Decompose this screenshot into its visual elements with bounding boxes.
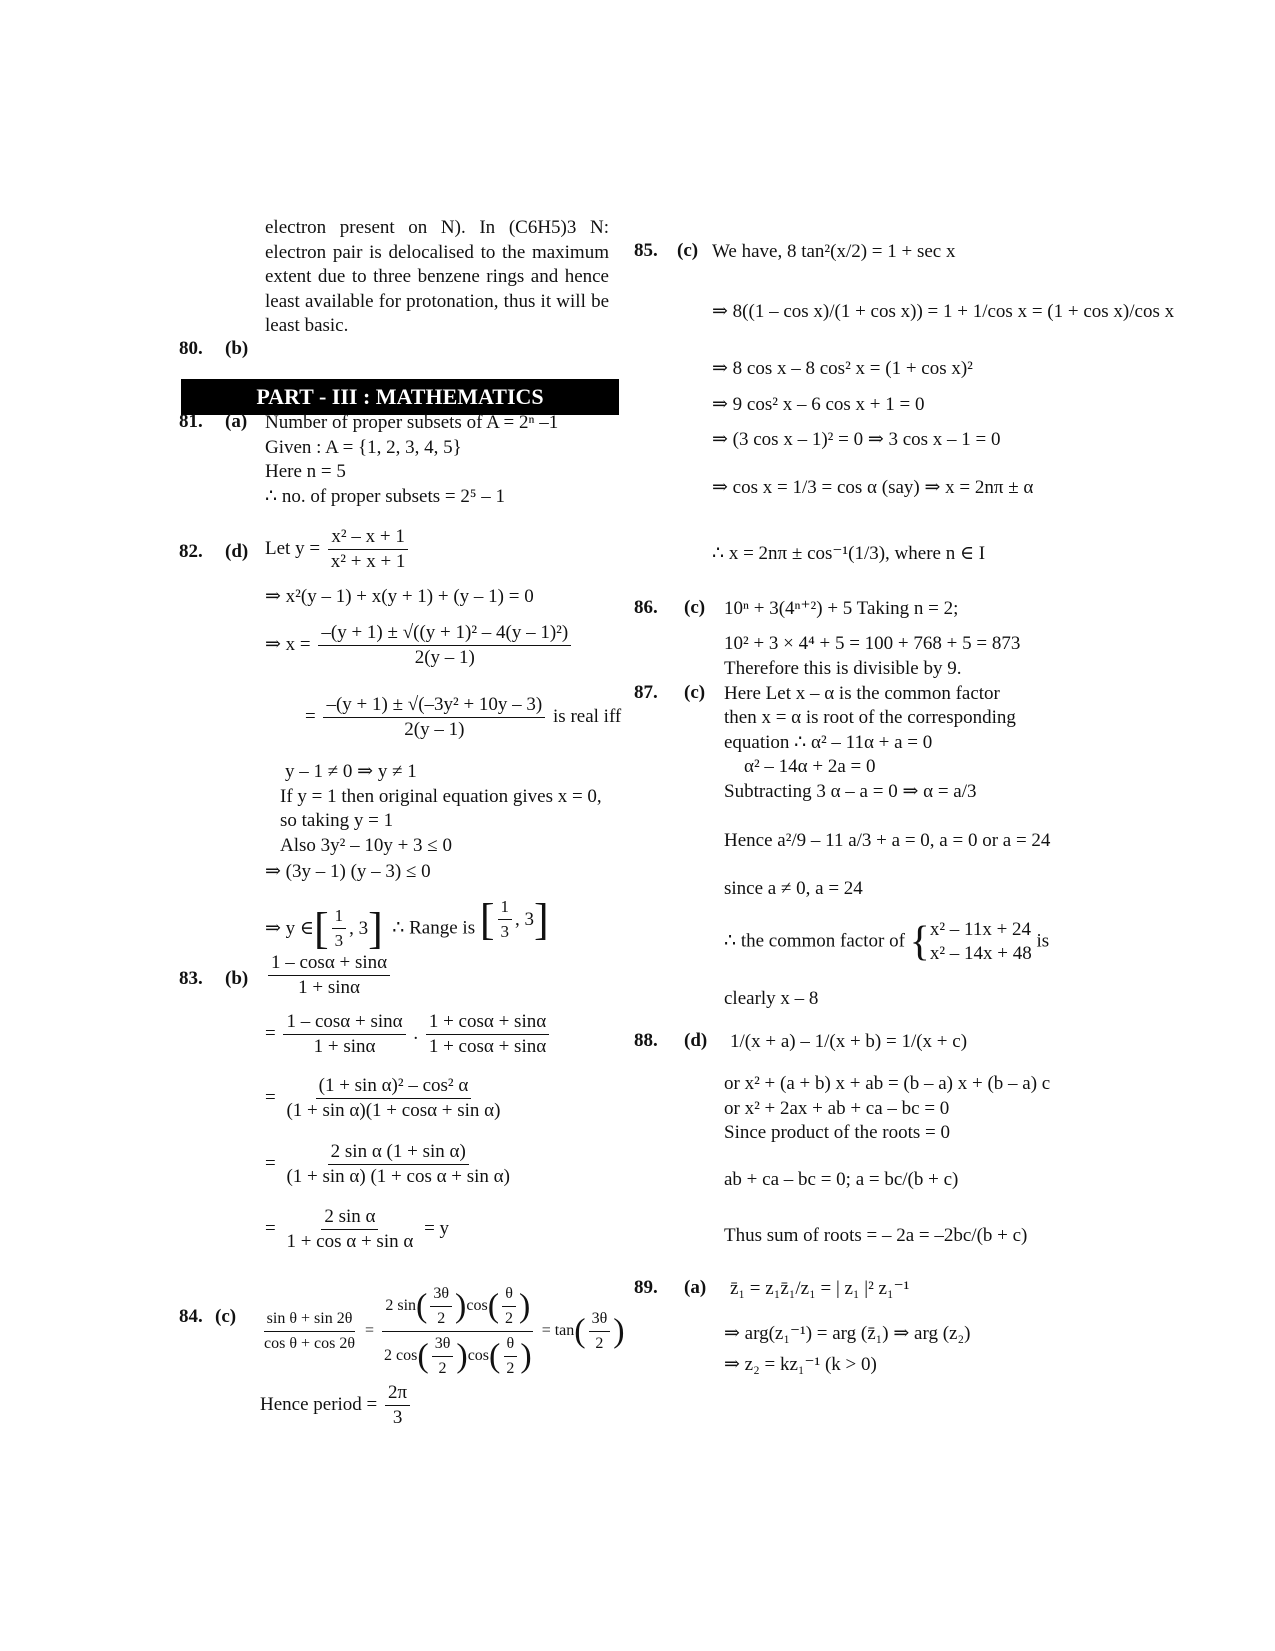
q86-line: 10² + 3 × 4⁴ + 5 = 100 + 768 + 5 = 873 (724, 633, 1021, 654)
q84-period (260, 1382, 413, 1429)
q85-line: ⇒ 8((1 – cos x)/(1 + cos x)) = 1 + 1/cos x = (1 + cos x)/cos x (712, 301, 1175, 322)
q87-line: then x = α is root of the corresponding (724, 707, 1016, 728)
q82-line: ⇒ (3y – 1) (y – 3) ≤ 0 (265, 861, 431, 882)
q85-line: ⇒ (3 cos x – 1)² = 0 ⇒ 3 cos x – 1 = 0 (712, 429, 1001, 450)
question-number: 82. (179, 541, 203, 562)
q83-step: = $\frac{\text{2 sin α}}{\text{1 + cos α + sin α}}$ = y (265, 1206, 450, 1252)
answer-option: (d) (684, 1030, 708, 1051)
q82-x-formula-2: = $\frac{\text{–(y + 1) ± √(–3y² + 10y – 3)}}{2(y - 1)}$ is real iff (305, 694, 622, 740)
question-number: 87. (634, 682, 658, 703)
q83-step: = $\frac{1 - \cos\alpha + \sin\alpha}{1 + \sin\alpha}$ . $\frac{1 + \cos\alpha + \sin\alpha}{1 + \cos\alpha + \sin\alpha}$ (265, 1011, 552, 1058)
q82-line: y – 1 ≠ 0 ⇒ y ≠ 1 (285, 761, 417, 782)
q87-line: Hence a²/9 – 11 a/3 + a = 0, a = 0 or a = 24 (724, 830, 1051, 851)
question-number: 81. (179, 411, 203, 432)
text: is real iff (553, 705, 622, 727)
fraction-denominator: cos θ + cos 2θ (264, 1335, 356, 1352)
q83-step: = $\frac{\text{2 sin α (1 + sin α)}}{\text{(1 + sin α) (1 + cos α + sin α)}}$ (265, 1141, 516, 1188)
q88-line: or x² + 2ax + ab + ca – bc = 0 (724, 1098, 950, 1119)
q88-line: Since product of the roots = 0 (724, 1122, 951, 1143)
fraction-denominator: 1 + sinα (298, 977, 360, 998)
polynomial: x² – 14x + 48 (929, 943, 1032, 964)
fraction-denominator: 2(y – 1) (404, 719, 465, 740)
text: = y (424, 1217, 450, 1239)
section-title: PART - III : MATHEMATICS (181, 379, 619, 415)
q82-x-formula: ⇒ x = $\frac{\text{–(y + 1) ± √((y + 1)² – 4(y – 1)²)}}{2(y - 1)}$ (265, 622, 574, 669)
fraction-numerator: 2π (385, 1382, 410, 1406)
question-number: 89. (634, 1277, 658, 1298)
q81-line: Here n = 5 (265, 461, 346, 482)
q83-expression (265, 952, 393, 999)
polynomial: x² – 11x + 24 (929, 919, 1032, 940)
answer-option: (c) (215, 1306, 237, 1327)
fraction-numerator: 2 sin α (321, 1206, 378, 1230)
q82-range-line: ⇒ y ∈ [ $\frac{1}{3}$ , 3 ] ∴ Range is [ $\frac{1}{3}$ , 3 ] (265, 894, 549, 953)
q87-line: Subtracting 3 α – a = 0 ⇒ α = a/3 (724, 781, 977, 802)
q85-line: ⇒ cos x = 1/3 = cos α (say) ⇒ x = 2nπ ± α (712, 477, 1034, 498)
q88-line: ab + ca – bc = 0; a = bc/(b + c) (724, 1169, 959, 1190)
question-number: 80. (179, 338, 203, 359)
q85-line: ∴ x = 2nπ ± cos⁻¹(1/3), where n ∈ I (712, 543, 986, 564)
text: ∴ Range is (392, 917, 476, 939)
q82-line: If y = 1 then original equation gives x = 0, (280, 786, 602, 807)
answer-option: (a) (225, 411, 248, 432)
fraction-numerator: (1 + sin α)² – cos² α (316, 1075, 472, 1099)
question-number: 84. (179, 1306, 203, 1327)
question-number: 83. (179, 968, 203, 989)
question-number: 86. (634, 597, 658, 618)
q87-line: since a ≠ 0, a = 24 (724, 878, 863, 899)
answer-option: (c) (677, 240, 699, 261)
text: Hence period = (260, 1393, 378, 1415)
fraction-numerator: –(y + 1) ± √((y + 1)² – 4(y – 1)²) (318, 622, 571, 646)
answer-option: (b) (225, 968, 249, 989)
fraction-numerator: 1 – cosα + sinα (283, 1011, 405, 1035)
q82-line: ⇒ x²(y – 1) + x(y + 1) + (y – 1) = 0 (265, 586, 534, 607)
q82-line: so taking y = 1 (280, 810, 394, 831)
q87-line: α² – 14α + 2a = 0 (744, 756, 876, 777)
fraction-numerator: 1 – cosα + sinα (268, 952, 390, 976)
fraction-denominator: 2(y – 1) (414, 647, 475, 668)
fraction-denominator: (1 + sin α)(1 + cosα + sin α) (286, 1100, 501, 1121)
question-number: 85. (634, 240, 658, 261)
q82-let-line (265, 526, 411, 573)
fraction-numerator: 2 sin α (1 + sin α) (328, 1141, 469, 1165)
text: ∴ the common factor of (724, 930, 905, 952)
q81-line: ∴ no. of proper subsets = 2⁵ – 1 (265, 486, 505, 507)
q81-line: Given : A = {1, 2, 3, 4, 5} (265, 437, 462, 458)
fraction-denominator: x² + x + 1 (330, 551, 406, 572)
q86-line: 10ⁿ + 3(4ⁿ⁺²) + 5 Taking n = 2; (724, 598, 959, 619)
q86-line: Therefore this is divisible by 9. (724, 658, 962, 679)
q82-line: Also 3y² – 10y + 3 ≤ 0 (280, 835, 452, 856)
q87-line: Here Let x – α is the common factor (724, 683, 1000, 704)
q87-common-factor: ∴ the common factor of { x² – 11x + 24 x² – 14x + 48 is (724, 919, 1050, 965)
q89-line: ⇒ arg(z₁⁻¹) = arg (z̄₁) ⇒ arg (z₂) (724, 1323, 971, 1344)
q87-line: equation ∴ α² – 11α + a = 0 (724, 732, 933, 753)
answer-option: (a) (684, 1277, 707, 1298)
answer-option: (c) (684, 682, 706, 703)
q88-line: 1/(x + a) – 1/(x + b) = 1/(x + c) (730, 1031, 968, 1052)
fraction-denominator: (1 + sin α) (1 + cos α + sin α) (286, 1166, 510, 1187)
q85-line: We have, 8 tan²(x/2) = 1 + sec x (712, 241, 956, 262)
q89-line: ⇒ z₂ = kz₁⁻¹ (k > 0) (724, 1354, 877, 1375)
q89-line: z̄₁ = z₁z̄₁/z₁ = | z₁ |² z₁⁻¹ (730, 1278, 910, 1299)
q81-line: Number of proper subsets of A = 2ⁿ –1 (265, 412, 559, 433)
fraction-denominator: 1 + cos α + sin α (286, 1231, 414, 1252)
q83-step: = $\frac{\text{(1 + sin α)² – cos² α}}{\text{(1 + sin α)(1 + cosα + sin α)}}$ (265, 1075, 506, 1122)
q88-line: or x² + (a + b) x + ab = (b – a) x + (b – a) c (724, 1073, 1051, 1094)
q79-continuation: electron present on N). In (C6H5)3 N: electron pair is delocalised to the maximum extent due to three benzene rings and hence least available for protonation, thus it will be least basic. (265, 217, 609, 336)
fraction-denominator: 3 (392, 1407, 403, 1428)
fraction-numerator: 1 + cosα + sinα (426, 1011, 549, 1035)
q88-line: Thus sum of roots = – 2a = –2bc/(b + c) (724, 1225, 1028, 1246)
text: is (1036, 930, 1050, 952)
fraction-numerator: sin θ + sin 2θ (264, 1308, 356, 1332)
answer-option: (c) (684, 597, 706, 618)
fraction-numerator: –(y + 1) ± √(–3y² + 10y – 3) (323, 694, 545, 718)
q87-line: clearly x – 8 (724, 988, 819, 1009)
q85-line: ⇒ 9 cos² x – 6 cos x + 1 = 0 (712, 394, 925, 415)
text: Let y = (265, 537, 321, 559)
q84-expression: $\frac{\text{sin θ + sin 2θ}}{\text{cos θ + cos 2θ}}$ = 2 sin( $\frac{3\theta}{2}$ )cos( $\frac{\theta}{2}$ ) 2 cos( $\frac{3\theta}{2}$ )cos( $\frac{\theta}{2}$ ) = tan( $\frac{3\theta}{2}$ ) (258, 1283, 625, 1380)
fraction-denominator: 1 + sinα (313, 1036, 376, 1057)
answer-option: (d) (225, 541, 249, 562)
fraction-denominator: 1 + cosα + sinα (428, 1036, 547, 1057)
q85-line: ⇒ 8 cos x – 8 cos² x = (1 + cos x)² (712, 358, 973, 379)
answer-option: (b) (225, 338, 249, 359)
question-number: 88. (634, 1030, 658, 1051)
fraction-numerator: x² – x + 1 (328, 526, 407, 550)
